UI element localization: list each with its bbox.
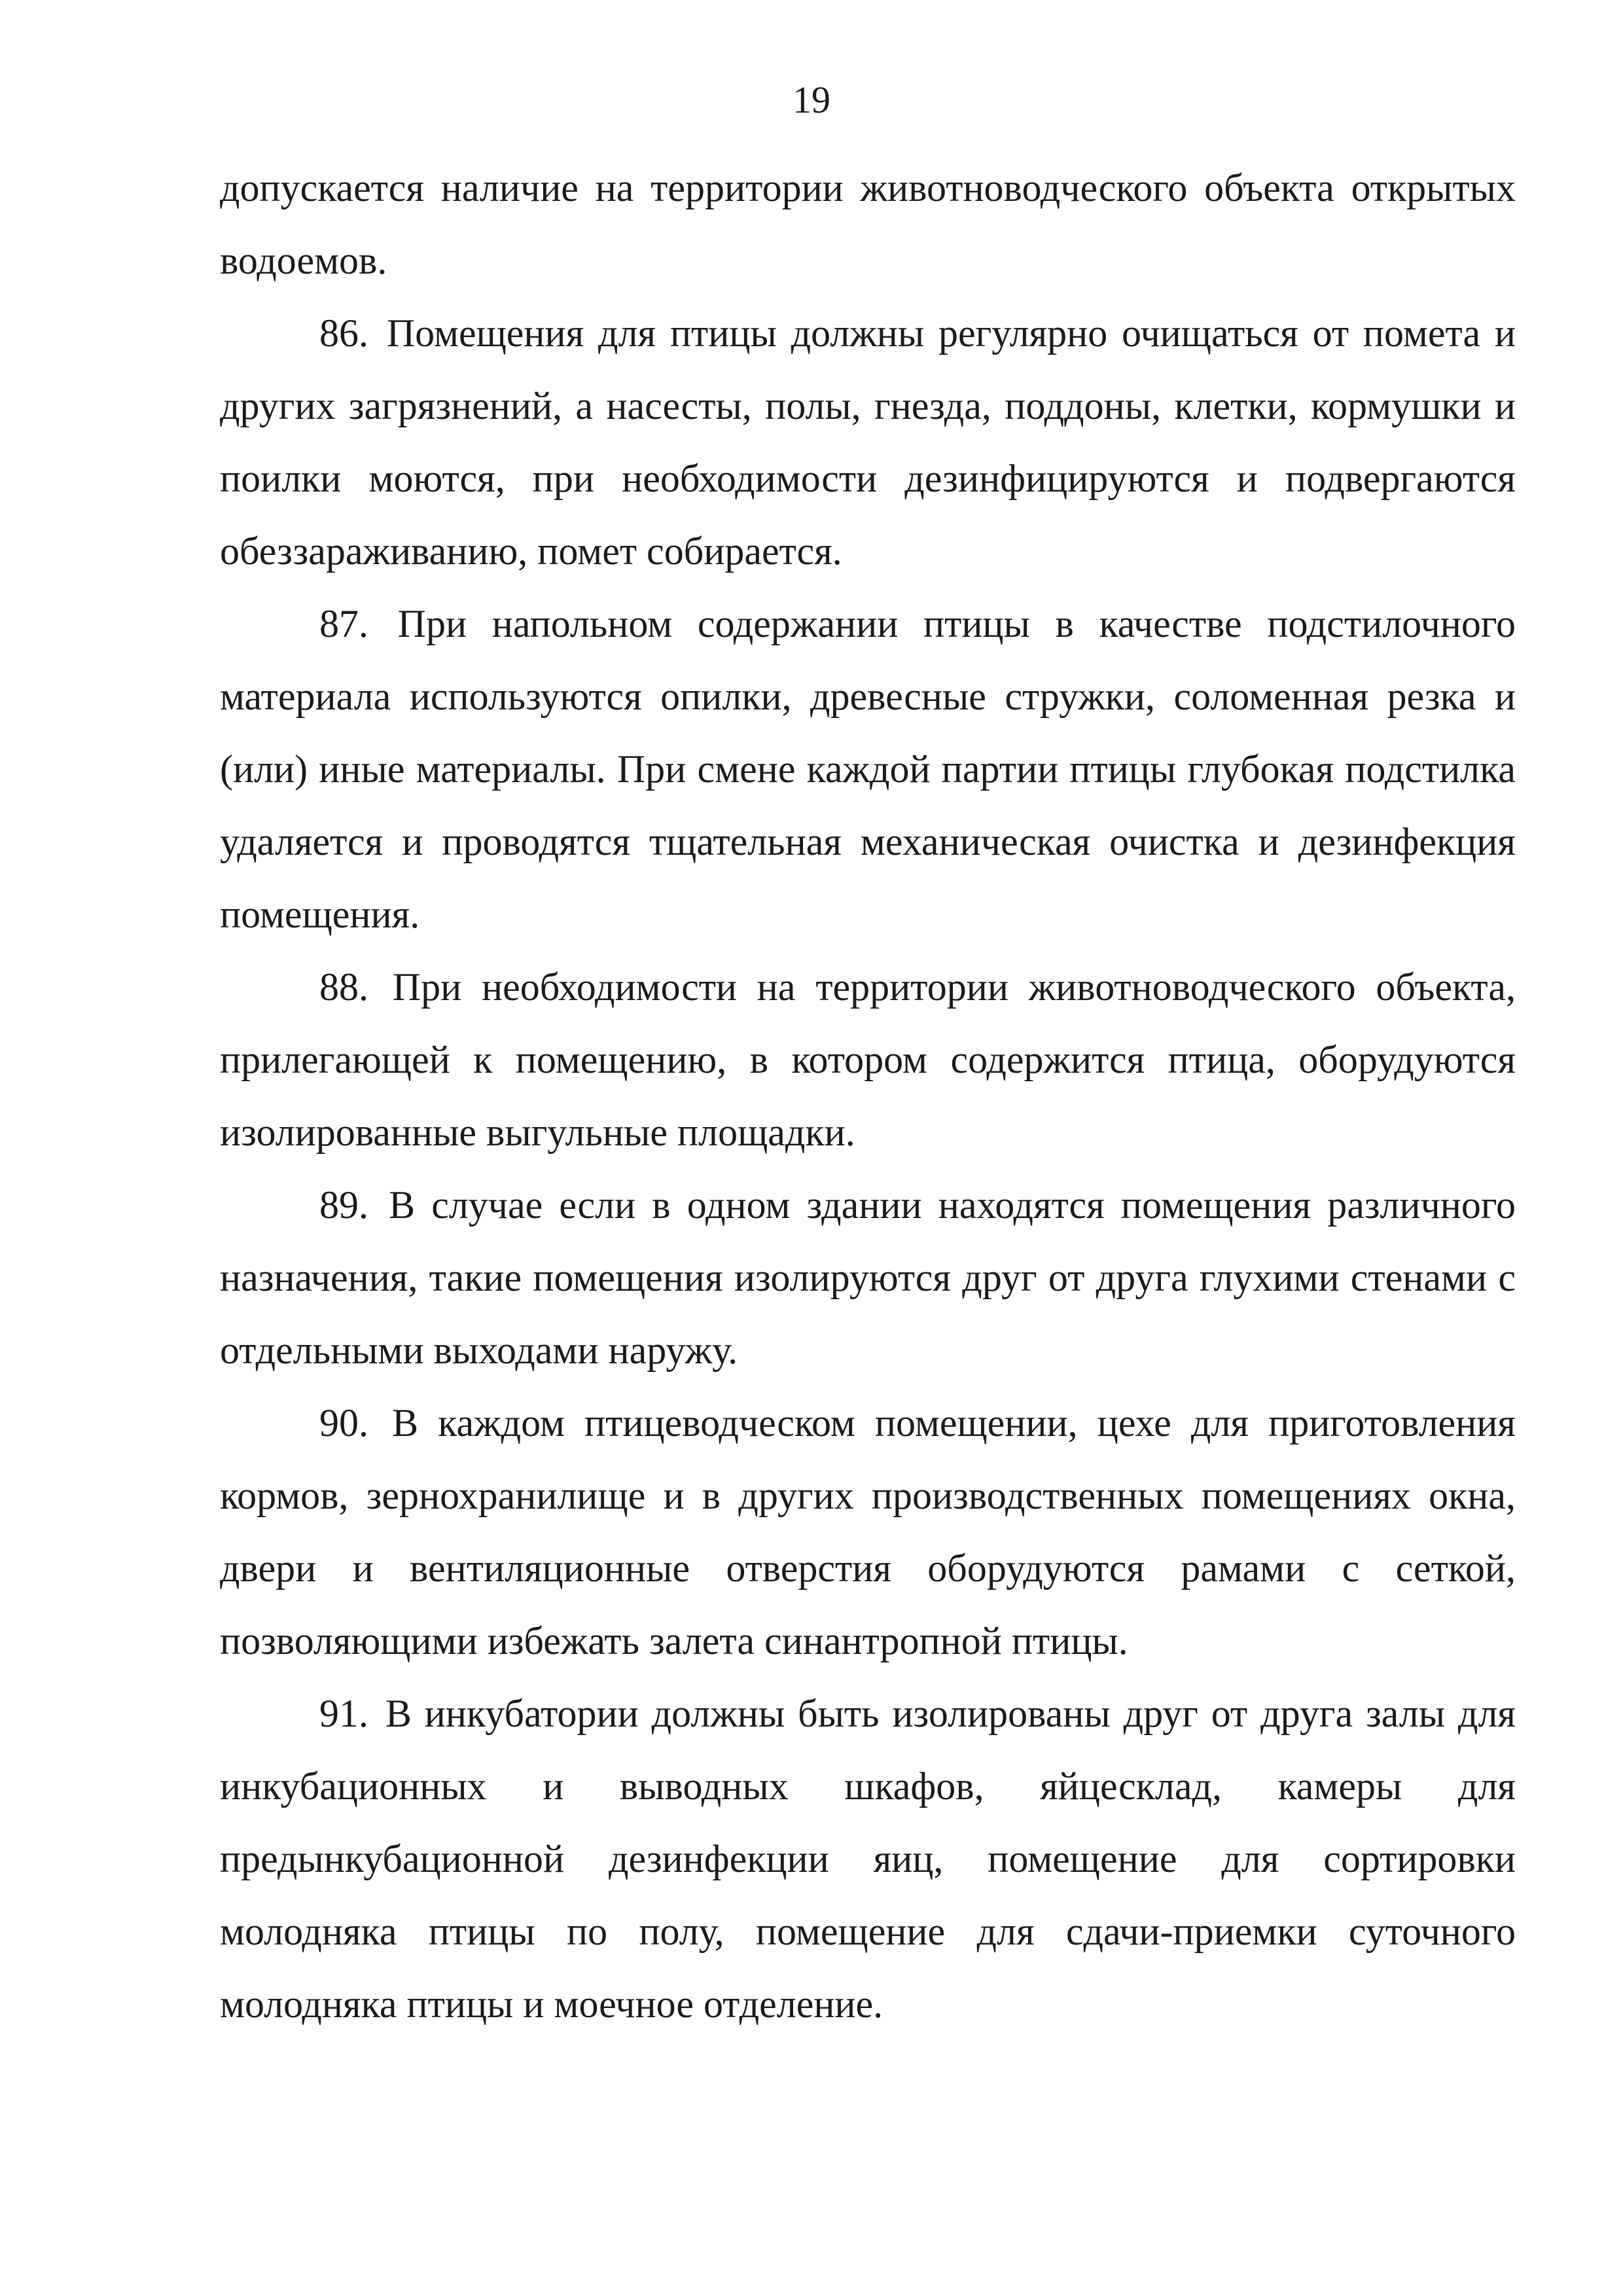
paragraph-90 bbox=[220, 1387, 1516, 1677]
paragraph-number: 87. bbox=[319, 602, 368, 645]
paragraph-text: В каждом птицеводческом помещении, цехе для приготовления кормов, зернохранилище и в других производственных помещениях окна, двери и вентиляционные отверстия оборудуются рамами с сеткой, позволяющими избежать залета синантропной птицы. bbox=[220, 1401, 1516, 1662]
paragraph-text: В случае если в одном здании находятся помещения различного назначения, такие помещения изолируются друг от друга глухими стенами с отдельными выходами наружу. bbox=[220, 1183, 1516, 1372]
paragraph-88 bbox=[220, 951, 1516, 1169]
paragraph-text: допускается наличие на территории животноводческого объекта открытых водоемов. bbox=[220, 166, 1516, 282]
paragraph-text: При напольном содержании птицы в качестве подстилочного материала используются опилки, древесные стружки, соломенная резка и (или) иные материалы. При смене каждой партии птицы глубокая подстилка удаляется и проводятся тщательная механическая очистка и дезинфекция помещения. bbox=[220, 602, 1516, 936]
paragraph-number: 90. bbox=[319, 1401, 368, 1444]
paragraph-89 bbox=[220, 1169, 1516, 1387]
paragraph-number: 91. bbox=[319, 1692, 368, 1735]
paragraph-number: 86. bbox=[319, 312, 368, 355]
paragraph-number: 88. bbox=[319, 965, 368, 1009]
paragraph-91 bbox=[220, 1677, 1516, 2041]
paragraph-87 bbox=[220, 588, 1516, 951]
paragraph-number: 89. bbox=[319, 1183, 368, 1227]
paragraph-text: При необходимости на территории животноводческого объекта, прилегающей к помещению, в котором содержится птица, оборудуются изолированные выгульные площадки. bbox=[220, 965, 1516, 1154]
paragraph-text: В инкубатории должны быть изолированы друг от друга залы для инкубационных и выводных шкафов, яйцесклад, камеры для предынкубационной дезинфекции яиц, помещение для сортировки молодняка птицы по полу, помещение для сдачи-приемки суточного молодняка птицы и моечное отделение. bbox=[220, 1692, 1516, 2026]
page-number: 19 bbox=[793, 79, 830, 121]
paragraph-text: Помещения для птицы должны регулярно очищаться от помета и других загрязнений, а насесты, полы, гнезда, поддоны, клетки, кормушки и поилки моются, при необходимости дезинфицируются и подвергаются обеззараживанию, помет собирается. bbox=[220, 312, 1516, 573]
paragraph-continued bbox=[220, 152, 1516, 297]
paragraph-86 bbox=[220, 297, 1516, 588]
document-body bbox=[220, 152, 1516, 2041]
